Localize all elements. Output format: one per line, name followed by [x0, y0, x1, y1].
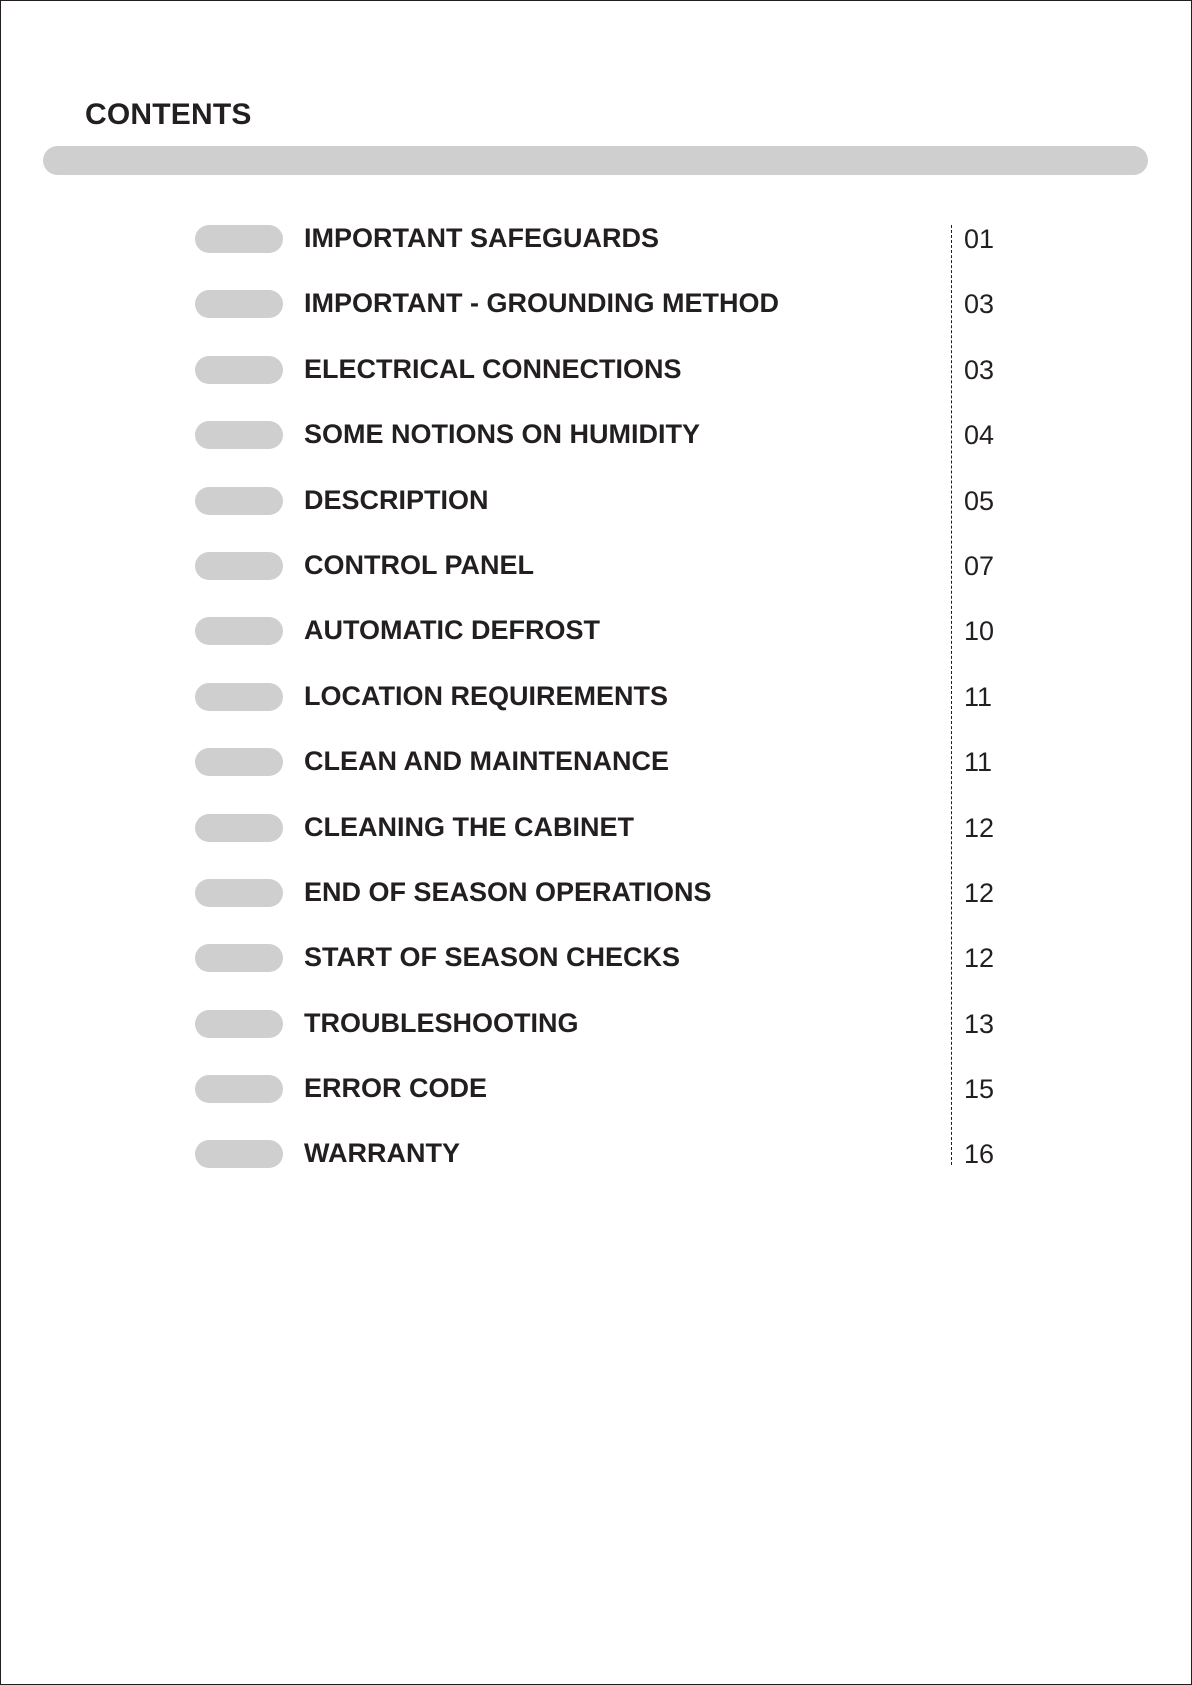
toc-item-label: ERROR CODE — [304, 1073, 488, 1104]
toc-bullet-pill — [195, 356, 283, 384]
table-of-contents — [195, 207, 1015, 1188]
toc-item-start-of-season-checks[interactable] — [195, 926, 1015, 991]
toc-bullet-pill — [195, 814, 283, 842]
toc-item-label: ELECTRICAL CONNECTIONS — [304, 353, 682, 384]
toc-item-notions-on-humidity[interactable] — [195, 403, 1015, 468]
toc-bullet-pill — [195, 1010, 283, 1038]
toc-item-label: IMPORTANT - GROUNDING METHOD — [304, 288, 779, 319]
toc-item-label: WARRANTY — [304, 1138, 460, 1169]
toc-bullet-pill — [195, 1075, 283, 1103]
toc-item-page-number: 03 — [964, 289, 995, 320]
toc-bullet-pill — [195, 487, 283, 515]
toc-item-error-code[interactable] — [195, 1057, 1015, 1122]
toc-item-warranty[interactable] — [195, 1122, 1015, 1187]
toc-item-page-number: 12 — [964, 877, 995, 908]
toc-item-label: END OF SEASON OPERATIONS — [304, 876, 712, 907]
toc-item-page-number: 04 — [964, 420, 995, 451]
toc-item-page-number: 05 — [964, 485, 995, 516]
toc-bullet-pill — [195, 748, 283, 776]
toc-item-page-number: 11 — [964, 681, 993, 712]
toc-item-control-panel[interactable] — [195, 534, 1015, 599]
toc-bullet-pill — [195, 290, 283, 318]
toc-item-page-number: 12 — [964, 812, 995, 843]
toc-item-label: CONTROL PANEL — [304, 549, 535, 580]
toc-item-page-number: 10 — [964, 616, 995, 647]
page-title: CONTENTS — [85, 98, 252, 131]
toc-item-label: CLEAN AND MAINTENANCE — [304, 746, 669, 777]
toc-item-automatic-defrost[interactable] — [195, 599, 1015, 664]
toc-item-grounding-method[interactable] — [195, 272, 1015, 337]
toc-item-troubleshooting[interactable] — [195, 992, 1015, 1057]
toc-bullet-pill — [195, 879, 283, 907]
toc-item-location-requirements[interactable] — [195, 665, 1015, 730]
toc-item-label: IMPORTANT SAFEGUARDS — [304, 223, 659, 253]
toc-bullet-pill — [195, 617, 283, 645]
toc-bullet-pill — [195, 1140, 283, 1168]
toc-item-page-number: 11 — [964, 747, 993, 778]
toc-item-label: START OF SEASON CHECKS — [304, 942, 681, 973]
toc-item-description[interactable] — [195, 469, 1015, 534]
toc-item-clean-and-maintenance[interactable] — [195, 730, 1015, 795]
toc-bullet-pill — [195, 552, 283, 580]
toc-item-label: LOCATION REQUIREMENTS — [304, 680, 668, 711]
toc-item-label: CLEANING THE CABINET — [304, 811, 634, 842]
toc-bullet-pill — [195, 225, 283, 253]
toc-item-label: TROUBLESHOOTING — [304, 1007, 579, 1038]
toc-bullet-pill — [195, 944, 283, 972]
toc-item-page-number: 15 — [964, 1074, 995, 1105]
toc-item-end-of-season-operations[interactable] — [195, 861, 1015, 926]
toc-item-page-number: 13 — [964, 1008, 995, 1039]
title-underline-bar — [43, 146, 1148, 175]
toc-item-label: DESCRIPTION — [304, 484, 489, 515]
toc-item-page-number: 12 — [964, 943, 995, 974]
toc-bullet-pill — [195, 683, 283, 711]
toc-item-important-safeguards[interactable] — [195, 207, 1015, 272]
toc-item-cleaning-the-cabinet[interactable] — [195, 796, 1015, 861]
toc-item-electrical-connections[interactable] — [195, 338, 1015, 403]
toc-item-page-number: 01 — [964, 224, 995, 254]
toc-item-page-number: 16 — [964, 1139, 995, 1170]
toc-item-page-number: 07 — [964, 550, 995, 581]
toc-item-label: AUTOMATIC DEFROST — [304, 615, 600, 646]
toc-item-label: SOME NOTIONS ON HUMIDITY — [304, 419, 701, 450]
toc-bullet-pill — [195, 421, 283, 449]
toc-item-page-number: 03 — [964, 354, 995, 385]
